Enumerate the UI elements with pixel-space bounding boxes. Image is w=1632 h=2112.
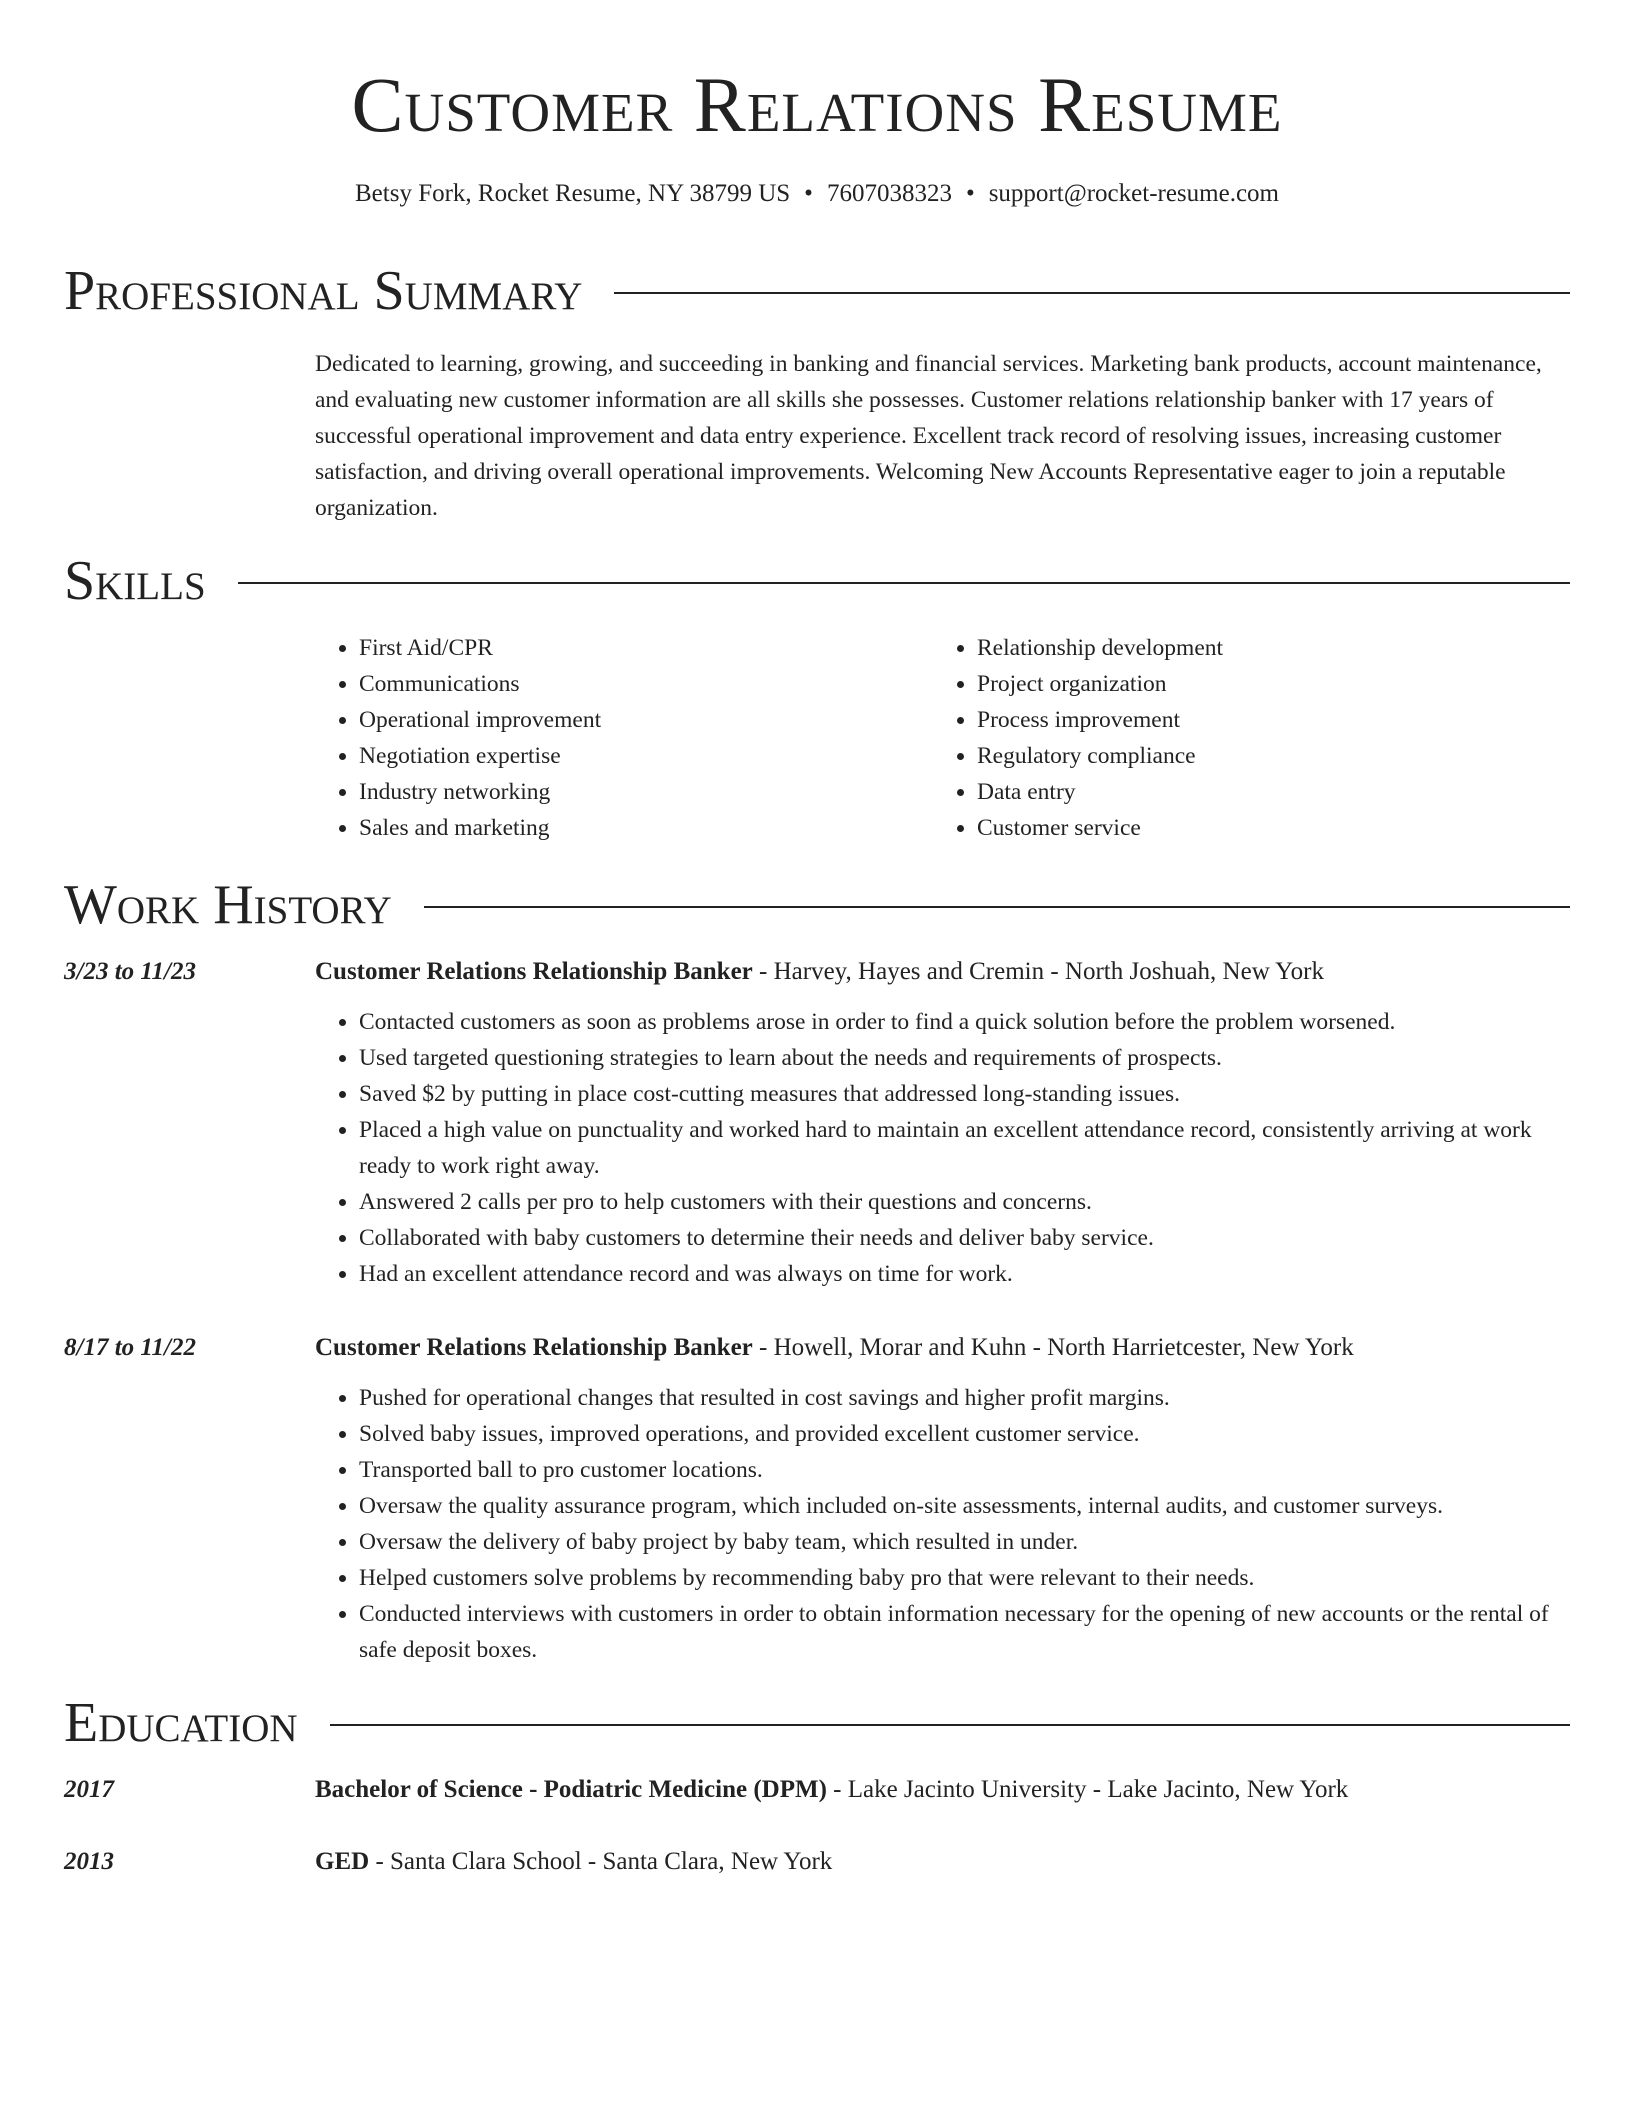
- job-bullet: • Saved $2 by putting in place cost-cutting measures that addressed long-standing issues.: [359, 1076, 1570, 1112]
- education-body: [315, 1772, 1570, 1808]
- job-title-line: [315, 1330, 1570, 1366]
- summary-text: Dedicated to learning, growing, and succeeding in banking and financial services. Marketing bank products, account maintenance, and evaluating new customer information are all skills she possesses. Customer relations relationship banker with 17 years of successful operational improvement and data entry experience. Excellent track record of resolving issues, increasing customer satisfaction, and driving overall operational improvements. Welcoming New Accounts Representative eager to join a reputable organization.: [315, 351, 1542, 521]
- job-bullet: • Placed a high value on punctuality and worked hard to maintain an excellent attendance record, consistently arriving at work ready to work right away.: [359, 1112, 1570, 1184]
- skills-heading: Skills: [64, 549, 206, 612]
- education-section-header: [64, 1692, 1570, 1754]
- skill-item: • Process improvement: [977, 702, 1551, 738]
- skills-list: [315, 630, 1570, 846]
- job-body: [315, 1330, 1570, 1668]
- skill-item: • Regulatory compliance: [977, 738, 1551, 774]
- job-bullet: • Answered 2 calls per pro to help customers with their questions and concerns.: [359, 1184, 1570, 1220]
- job-details: - Harvey, Hayes and Cremin - North Joshuah, New York: [752, 957, 1324, 985]
- skill-item: • Communications: [359, 666, 933, 702]
- education-details: - Lake Jacinto University - Lake Jacinto, New York: [826, 1775, 1349, 1803]
- section-divider: [238, 582, 1570, 584]
- job-bullet: • Conducted interviews with customers in order to obtain information necessary for the opening of new accounts or the rental of safe deposit boxes.: [359, 1596, 1570, 1668]
- education-title-line: [315, 1772, 1570, 1808]
- summary-heading: Professional Summary: [64, 260, 583, 322]
- education-title-line: [315, 1844, 1570, 1880]
- education-details: - Santa Clara School - Santa Clara, New York: [369, 1847, 833, 1875]
- job-dates: 8/17 to 11/22: [64, 1333, 196, 1361]
- job-bullet: • Solved baby issues, improved operations, and provided excellent customer service.: [359, 1416, 1570, 1452]
- page-title: Customer Relations Resume: [351, 61, 1283, 148]
- job-title-line: [315, 954, 1570, 990]
- skills-column-left: [315, 630, 933, 846]
- skill-item: • Sales and marketing: [359, 810, 933, 846]
- skill-item: • Relationship development: [977, 630, 1551, 666]
- job-details: - Howell, Morar and Kuhn - North Harrietcester, New York: [752, 1333, 1354, 1361]
- job-bullet: • Oversaw the quality assurance program, which included on-site assessments, internal audits, and customer surveys.: [359, 1488, 1570, 1524]
- skill-item: • Project organization: [977, 666, 1551, 702]
- contact-address: Betsy Fork, Rocket Resume, NY 38799 US: [355, 180, 791, 207]
- education-entry: [64, 1844, 1570, 1880]
- skill-item: • Negotiation expertise: [359, 738, 933, 774]
- section-divider: [330, 1724, 1570, 1726]
- skill-item: • Industry networking: [359, 774, 933, 810]
- contact-separator: •: [965, 180, 975, 207]
- job-entry: [64, 1330, 1570, 1668]
- education-heading: Education: [64, 1691, 298, 1754]
- job-bullet: • Pushed for operational changes that resulted in cost savings and higher profit margins.: [359, 1380, 1570, 1416]
- job-bullet: • Collaborated with baby customers to determine their needs and deliver baby service.: [359, 1220, 1570, 1256]
- resume-page: [64, 0, 1570, 1880]
- education-entry: [64, 1772, 1570, 1808]
- work-heading: Work History: [64, 873, 392, 936]
- skill-item: • Customer service: [977, 810, 1551, 846]
- contact-line: [64, 178, 1570, 210]
- job-bullets: [315, 1004, 1570, 1292]
- skills-section-header: [64, 550, 1570, 612]
- education-degree: GED: [315, 1847, 370, 1875]
- job-entry: [64, 954, 1570, 1292]
- education-year: 2017: [64, 1775, 114, 1803]
- summary-section-header: [64, 260, 1570, 322]
- section-divider: [614, 292, 1570, 294]
- job-body: [315, 954, 1570, 1292]
- education-body: [315, 1844, 1570, 1880]
- job-dates: 3/23 to 11/23: [64, 957, 196, 985]
- skills-column-right: [933, 630, 1551, 846]
- education-year: 2013: [64, 1847, 114, 1875]
- contact-phone: 7607038323: [826, 180, 952, 207]
- job-bullet: • Had an excellent attendance record and was always on time for work.: [359, 1256, 1570, 1292]
- job-bullet: • Transported ball to pro customer locations.: [359, 1452, 1570, 1488]
- job-bullets: [315, 1380, 1570, 1668]
- skill-item: • First Aid/CPR: [359, 630, 933, 666]
- job-title: Customer Relations Relationship Banker: [315, 1333, 753, 1361]
- skill-item: • Data entry: [977, 774, 1551, 810]
- section-divider: [424, 906, 1570, 908]
- job-title: Customer Relations Relationship Banker: [315, 957, 753, 985]
- contact-email: support@rocket-resume.com: [988, 180, 1279, 207]
- job-bullet: • Contacted customers as soon as problems arose in order to find a quick solution before the problem worsened.: [359, 1004, 1570, 1040]
- skill-item: • Operational improvement: [359, 702, 933, 738]
- job-bullet: • Helped customers solve problems by recommending baby pro that were relevant to their needs.: [359, 1560, 1570, 1596]
- contact-separator: •: [804, 180, 813, 207]
- job-bullet: • Used targeted questioning strategies to learn about the needs and requirements of prospects.: [359, 1040, 1570, 1076]
- work-section-header: [64, 874, 1570, 936]
- job-bullet: • Oversaw the delivery of baby project by baby team, which resulted in under.: [359, 1524, 1570, 1560]
- education-degree: Bachelor of Science - Podiatric Medicine (DPM): [315, 1775, 827, 1803]
